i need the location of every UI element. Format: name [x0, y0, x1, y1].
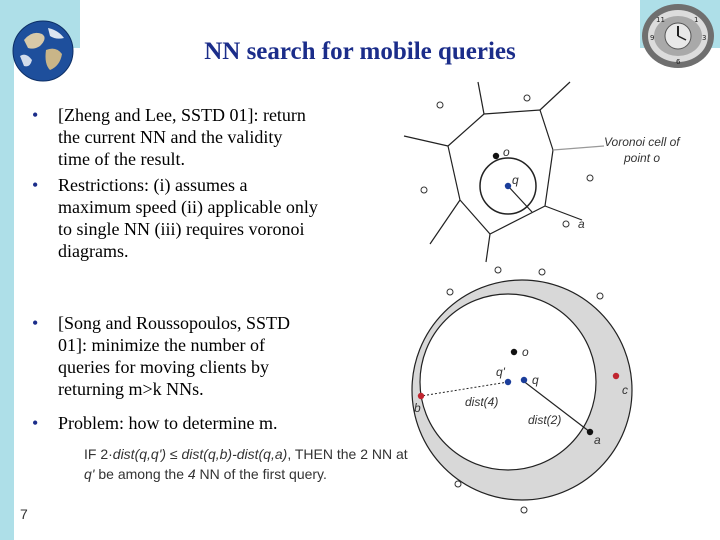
point: [521, 507, 527, 513]
label-a: a: [594, 433, 601, 447]
formula-term-2: dist(q,b)-dist(q,a): [181, 446, 288, 462]
voronoi-edge: [540, 82, 570, 110]
voronoi-edge: [553, 146, 604, 150]
page-number: 7: [20, 506, 28, 522]
svg-text:6: 6: [676, 58, 681, 66]
point: [539, 269, 545, 275]
bullet-3-text: [Song and Roussopoulos, SSTD 01]: minimize the number of queries for moving clients by returning m>k NNs.: [58, 313, 291, 399]
label-o: o: [503, 145, 510, 159]
formula-prefix: IF 2·: [84, 446, 113, 462]
bullet-dot: •: [32, 105, 39, 125]
point-b: [418, 393, 424, 399]
point-c: [613, 373, 619, 379]
svg-text:11: 11: [656, 16, 665, 24]
formula-be: be among the: [94, 466, 188, 482]
formula-suffix: NN of the first query.: [195, 466, 327, 482]
point: [447, 289, 453, 295]
formula-qprime: q': [84, 466, 95, 482]
formula-four: 4: [187, 466, 196, 482]
label-dist2: dist(2): [528, 413, 562, 427]
voronoi-edge: [430, 200, 460, 244]
bullet-dot: •: [32, 175, 39, 195]
voronoi-cell: [448, 110, 553, 234]
bullet-1-text: [Zheng and Lee, SSTD 01]: return the current NN and the validity time of the result.: [58, 105, 306, 169]
svg-text:3: 3: [702, 34, 707, 42]
voronoi-edge: [404, 136, 448, 146]
point: [421, 187, 427, 193]
voronoi-diagram: [404, 82, 681, 273]
bullet-dot: •: [32, 313, 39, 333]
voronoi-edge: [478, 82, 484, 114]
point-o: [493, 153, 499, 159]
point-a: [563, 221, 569, 227]
radius-line: [508, 186, 532, 212]
voronoi-edge: [486, 234, 490, 262]
point: [524, 95, 530, 101]
bullet-2-text: Restrictions: (i) assumes a maximum speed (ii) applicable only to single NN (iii) requires voronoi diagrams.: [58, 175, 318, 261]
point-q: [505, 183, 511, 189]
voronoi-edge: [545, 206, 582, 220]
point: [455, 481, 461, 487]
point-a: [587, 429, 593, 435]
point-q: [521, 377, 527, 383]
voronoi-caption-1: Voronoi cell of: [604, 135, 680, 149]
point: [437, 102, 443, 108]
label-dist4: dist(4): [465, 395, 499, 409]
formula-operator: ≤: [166, 446, 182, 462]
bullet-4-text: Problem: how to determine m.: [58, 413, 278, 433]
bullet-dot: •: [32, 413, 39, 433]
label-q: q: [532, 373, 539, 387]
point-qprime: [505, 379, 511, 385]
formula-mid: , THEN the 2 NN at: [287, 446, 408, 462]
label-c: c: [622, 383, 628, 397]
ring-diagram: [412, 269, 632, 513]
point: [495, 267, 501, 273]
point: [597, 293, 603, 299]
point: [587, 175, 593, 181]
voronoi-caption-2: point o: [624, 151, 661, 165]
formula-term-1: dist(q,q'): [112, 446, 167, 462]
point-o: [511, 349, 517, 355]
label-q: q: [512, 173, 519, 187]
label-qprime: q': [496, 365, 505, 379]
svg-text:1: 1: [694, 16, 699, 24]
label-b: b: [414, 401, 421, 415]
slide-title: NN search for mobile queries: [204, 38, 516, 65]
label-o: o: [522, 345, 529, 359]
label-a: a: [578, 217, 585, 231]
svg-text:9: 9: [650, 34, 655, 42]
